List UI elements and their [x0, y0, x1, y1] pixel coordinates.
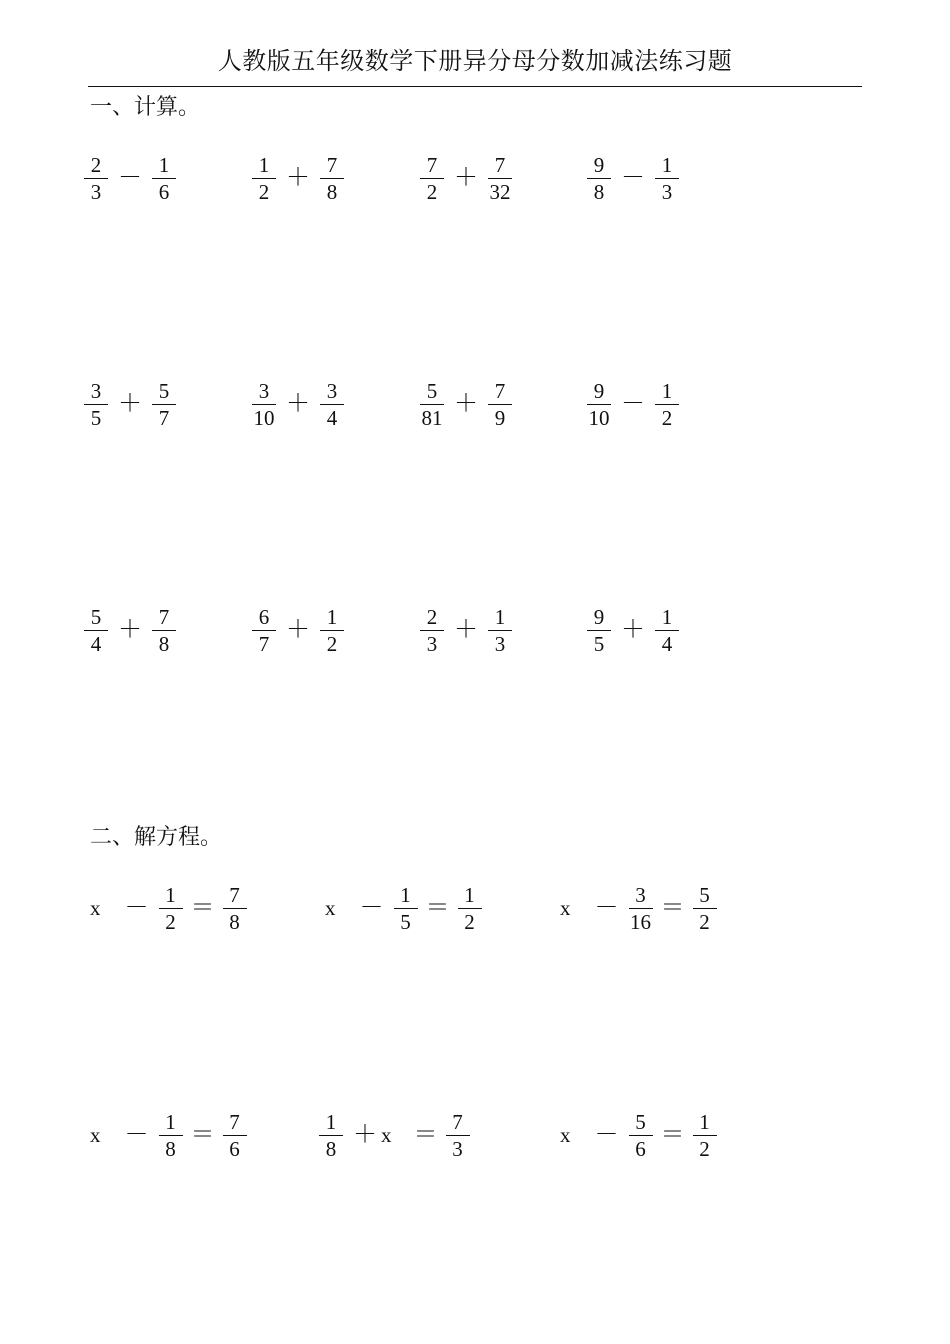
calc-problem-12 [587, 598, 679, 662]
fraction-a [587, 378, 611, 431]
fraction-a [420, 152, 444, 205]
denominator: 6 [158, 179, 170, 204]
denominator: 8 [325, 1136, 337, 1161]
fraction-result [693, 1109, 717, 1162]
denominator: 16 [630, 909, 651, 934]
fraction-b [488, 152, 512, 205]
equals-sign: ＝ [413, 1122, 438, 1148]
numerator: 1 [661, 604, 673, 629]
calc-problem-3 [420, 146, 512, 210]
operator: ＋ [286, 617, 310, 643]
variable-x: x [560, 1123, 571, 1147]
fraction-b [152, 604, 176, 657]
equation-2 [325, 876, 482, 940]
numerator: 7 [229, 882, 240, 907]
numerator: 1 [494, 604, 506, 629]
fraction-b [320, 604, 344, 657]
equals-sign: ＝ [190, 895, 215, 921]
numerator: 3 [90, 378, 102, 403]
fraction-b [655, 604, 679, 657]
fraction-term [629, 1109, 653, 1162]
denominator: 7 [158, 405, 170, 430]
variable-x: x [381, 1123, 392, 1147]
operator: ＋ [118, 617, 142, 643]
denominator: 10 [588, 405, 610, 430]
calc-problem-8 [587, 372, 679, 436]
fraction-b [655, 152, 679, 205]
denominator: 5 [400, 909, 411, 934]
operator: ＋ [454, 391, 478, 417]
numerator: 3 [258, 378, 270, 403]
numerator: 1 [258, 152, 270, 177]
fraction-term [159, 882, 183, 935]
equation-5 [319, 1103, 470, 1167]
variable-x: x [560, 896, 571, 920]
operator: － [118, 165, 142, 191]
equals-sign: ＝ [660, 895, 685, 921]
operator: － [621, 391, 645, 417]
numerator: 1 [165, 882, 176, 907]
numerator: 5 [158, 378, 170, 403]
calc-problem-7 [420, 372, 512, 436]
fraction-a [420, 604, 444, 657]
fraction-a [420, 378, 444, 431]
numerator: 7 [452, 1109, 463, 1134]
calc-problem-2 [252, 146, 344, 210]
equation-6 [560, 1103, 717, 1167]
operator: ＋ [118, 391, 142, 417]
denominator: 3 [426, 631, 438, 656]
numerator: 7 [158, 604, 170, 629]
numerator: 1 [464, 882, 475, 907]
fraction-a [84, 152, 108, 205]
denominator: 3 [90, 179, 102, 204]
variable-x: x [90, 896, 101, 920]
numerator: 5 [699, 882, 710, 907]
numerator: 3 [326, 378, 338, 403]
denominator: 8 [158, 631, 170, 656]
numerator: 7 [229, 1109, 240, 1134]
title-rule [88, 86, 862, 87]
fraction-term [159, 1109, 183, 1162]
numerator: 5 [635, 1109, 646, 1134]
denominator: 2 [258, 179, 270, 204]
denominator: 6 [635, 1136, 646, 1161]
numerator: 6 [258, 604, 270, 629]
numerator: 1 [661, 152, 673, 177]
fraction-term [319, 1109, 343, 1162]
operator: ＋ [353, 1122, 377, 1148]
denominator: 2 [426, 179, 438, 204]
numerator: 7 [494, 378, 506, 403]
fraction-a [84, 604, 108, 657]
fraction-a [252, 152, 276, 205]
operator: ＋ [454, 617, 478, 643]
equation-4 [90, 1103, 247, 1167]
denominator: 8 [326, 179, 338, 204]
numerator: 7 [426, 152, 438, 177]
numerator: 9 [593, 604, 605, 629]
fraction-result [446, 1109, 470, 1162]
denominator: 2 [661, 405, 673, 430]
denominator: 8 [229, 909, 240, 934]
numerator: 1 [661, 378, 673, 403]
numerator: 3 [635, 882, 646, 907]
denominator: 81 [421, 405, 443, 430]
operator: － [621, 165, 645, 191]
denominator: 4 [661, 631, 673, 656]
equals-sign: ＝ [190, 1122, 215, 1148]
fraction-term [394, 882, 418, 935]
denominator: 7 [258, 631, 270, 656]
denominator: 5 [90, 405, 102, 430]
denominator: 8 [593, 179, 605, 204]
numerator: 5 [426, 378, 438, 403]
denominator: 3 [452, 1136, 463, 1161]
numerator: 7 [326, 152, 338, 177]
operator: ＋ [286, 391, 310, 417]
fraction-b [320, 378, 344, 431]
denominator: 2 [165, 909, 176, 934]
fraction-result [223, 1109, 247, 1162]
numerator: 7 [494, 152, 506, 177]
fraction-result [223, 882, 247, 935]
variable-x: x [90, 1123, 101, 1147]
operator: － [594, 1122, 619, 1148]
numerator: 2 [90, 152, 102, 177]
denominator: 4 [326, 405, 338, 430]
fraction-b [152, 378, 176, 431]
denominator: 6 [229, 1136, 240, 1161]
fraction-a [84, 378, 108, 431]
operator: － [124, 895, 149, 921]
numerator: 9 [593, 378, 605, 403]
section-heading-calculate: 一、计算。 [90, 94, 201, 119]
numerator: 9 [593, 152, 605, 177]
operator: － [124, 1122, 149, 1148]
equals-sign: ＝ [660, 1122, 685, 1148]
fraction-a [252, 604, 276, 657]
equals-sign: ＝ [425, 895, 450, 921]
equation-1 [90, 876, 247, 940]
fraction-b [320, 152, 344, 205]
fraction-b [488, 378, 512, 431]
operator: ＋ [286, 165, 310, 191]
fraction-term [629, 882, 653, 935]
page-title: 人教版五年级数学下册异分母分数加减法练习题 [217, 49, 733, 75]
calc-problem-11 [420, 598, 512, 662]
calc-problem-10 [252, 598, 344, 662]
fraction-b [152, 152, 176, 205]
numerator: 1 [326, 604, 338, 629]
numerator: 1 [158, 152, 170, 177]
calc-problem-4 [587, 146, 679, 210]
denominator: 2 [699, 1136, 710, 1161]
numerator: 2 [426, 604, 438, 629]
numerator: 1 [325, 1109, 337, 1134]
denominator: 8 [165, 1136, 176, 1161]
section-heading-solve-equations: 二、解方程。 [90, 824, 223, 849]
denominator: 5 [593, 631, 605, 656]
equation-3 [560, 876, 717, 940]
variable-x: x [325, 896, 336, 920]
fraction-b [488, 604, 512, 657]
calc-problem-5 [84, 372, 176, 436]
calc-problem-6 [252, 372, 344, 436]
denominator: 2 [699, 909, 710, 934]
operator: ＋ [621, 617, 645, 643]
fraction-a [587, 604, 611, 657]
denominator: 4 [90, 631, 102, 656]
denominator: 32 [489, 179, 511, 204]
operator: － [594, 895, 619, 921]
denominator: 9 [494, 405, 506, 430]
fraction-result [693, 882, 717, 935]
operator: － [359, 895, 384, 921]
numerator: 1 [699, 1109, 710, 1134]
denominator: 2 [464, 909, 475, 934]
numerator: 5 [90, 604, 102, 629]
denominator: 10 [253, 405, 275, 430]
calc-problem-1 [84, 146, 176, 210]
calc-problem-9 [84, 598, 176, 662]
denominator: 3 [494, 631, 506, 656]
fraction-result [458, 882, 482, 935]
operator: ＋ [454, 165, 478, 191]
fraction-a [252, 378, 276, 431]
fraction-b [655, 378, 679, 431]
denominator: 3 [661, 179, 673, 204]
numerator: 1 [400, 882, 411, 907]
denominator: 2 [326, 631, 338, 656]
fraction-a [587, 152, 611, 205]
numerator: 1 [165, 1109, 176, 1134]
